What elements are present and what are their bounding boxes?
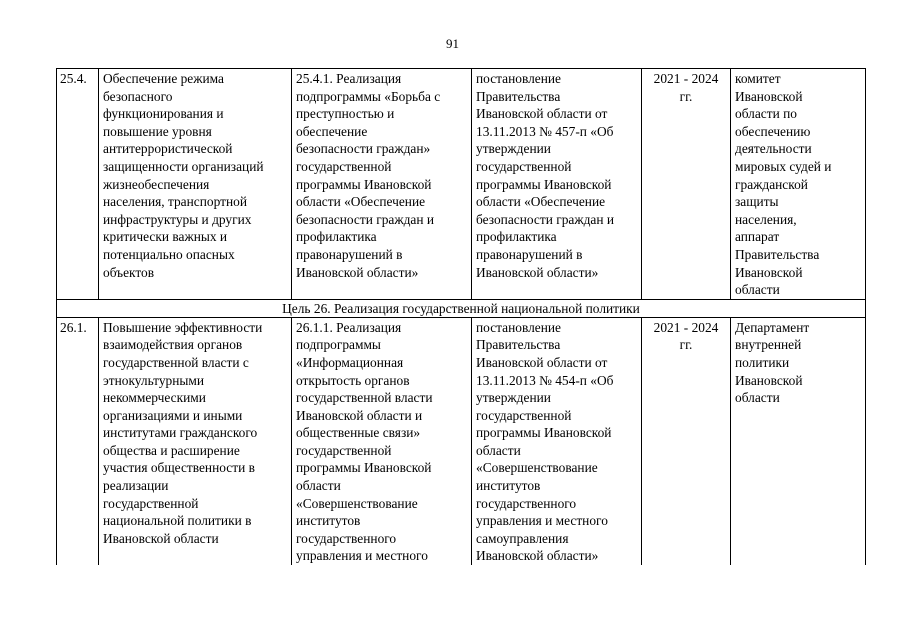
cell-text-line: институтами гражданского <box>103 425 258 441</box>
cell-text-line: области <box>735 390 780 406</box>
row-number: 26.1. <box>57 317 99 565</box>
cell-text-line: Департамент <box>735 319 810 335</box>
cell-text-line: утверждении <box>476 390 551 406</box>
executor-cell <box>731 69 866 300</box>
cell-text-line: 13.11.2013 № 457-п «Об <box>476 123 614 139</box>
cell-text-line: защиты <box>735 194 779 210</box>
cell-text-line: государственной <box>296 442 392 458</box>
cell-text-line: гражданской <box>735 176 808 192</box>
program-cell <box>292 69 472 300</box>
cell-text-line: безопасности граждан» <box>296 141 431 157</box>
cell-text-line: Ивановской области» <box>476 548 599 564</box>
cell-text-line: государственного <box>296 530 397 546</box>
period-cell <box>642 317 731 565</box>
table-row <box>57 69 866 300</box>
cell-text-line: Правительства <box>735 246 820 262</box>
cell-text-line: повышение уровня <box>103 123 212 139</box>
cell-text-line: государственной власти с <box>103 354 249 370</box>
cell-text-line: Правительства <box>476 88 561 104</box>
cell-text-line: 13.11.2013 № 454-п «Об <box>476 372 614 388</box>
cell-text-line: деятельности <box>735 141 812 157</box>
cell-text-line: подпрограммы «Борьба с <box>296 88 441 104</box>
cell-text-line: этнокультурными <box>103 372 205 388</box>
cell-text-line: населения, транспортной <box>103 194 247 210</box>
cell-text-line: управления и местного <box>476 513 608 529</box>
cell-text-line: 26.1.1. Реализация <box>296 319 402 335</box>
document-cell <box>472 69 642 300</box>
cell-text-line: Ивановской <box>735 88 803 104</box>
cell-text-line: Ивановской <box>735 264 803 280</box>
cell-text-line: программы Ивановской <box>476 425 612 441</box>
cell-text-line: правонарушений в <box>476 246 583 262</box>
program-cell <box>292 317 472 565</box>
cell-text-line: Повышение эффективности <box>103 319 263 335</box>
cell-text-line: утверждении <box>476 141 551 157</box>
cell-text-line: самоуправления <box>476 530 569 546</box>
cell-text-line: безопасного <box>103 88 173 104</box>
cell-text-line: Ивановской области <box>103 530 219 546</box>
row-number: 25.4. <box>57 69 99 300</box>
cell-text-line: профилактика <box>296 229 377 245</box>
cell-text-line: открытость органов <box>296 372 410 388</box>
cell-text-line: 2021 - 2024 <box>653 319 719 335</box>
cell-text-line: институтов <box>296 513 361 529</box>
cell-text-line: организациями и иными <box>103 407 243 423</box>
cell-text-line: инфраструктуры и других <box>103 211 252 227</box>
cell-text-line: мировых судей и <box>735 158 832 174</box>
cell-text-line: Правительства <box>476 337 561 353</box>
cell-text-line: области «Обеспечение <box>296 194 426 210</box>
cell-text-line: «Информационная <box>296 354 404 370</box>
cell-text-line: постановление <box>476 71 562 86</box>
cell-text-line: объектов <box>103 264 155 280</box>
cell-text-line: преступностью и <box>296 106 395 122</box>
cell-text-line: гг. <box>679 337 693 353</box>
cell-text-line: взаимодействия органов <box>103 337 243 353</box>
cell-text-line: реализации <box>103 478 169 494</box>
cell-text-line: Ивановской области от <box>476 106 608 122</box>
cell-text-line: «Совершенствование <box>296 495 418 511</box>
cell-text-line: Ивановской области» <box>476 264 599 280</box>
cell-text-line: государственной <box>476 158 572 174</box>
cell-text-line: институтов <box>476 478 541 494</box>
cell-text-line: программы Ивановской <box>476 176 612 192</box>
document-cell <box>472 317 642 565</box>
cell-text-line: внутренней <box>735 337 802 353</box>
cell-text-line: области по <box>735 106 797 122</box>
cell-text-line: антитеррористической <box>103 141 233 157</box>
cell-text-line: области <box>296 478 341 494</box>
measures-table <box>56 68 866 565</box>
cell-text-line: программы Ивановской <box>296 176 432 192</box>
cell-text-line: области <box>476 442 521 458</box>
cell-text-line: государственного <box>476 495 577 511</box>
cell-text-line: области «Обеспечение <box>476 194 606 210</box>
cell-text-line: потенциально опасных <box>103 246 235 262</box>
cell-text-line: государственной <box>103 495 199 511</box>
cell-text-line: «Совершенствование <box>476 460 598 476</box>
cell-text-line: жизнеобеспечения <box>103 176 210 192</box>
cell-text-line: государственной власти <box>296 390 433 406</box>
table-row <box>57 317 866 565</box>
cell-text-line: Ивановской области» <box>296 264 419 280</box>
goal-heading: Цель 26. Реализация государственной национальной политики <box>57 299 866 317</box>
cell-text-line: государственной <box>476 407 572 423</box>
cell-text-line: гг. <box>679 88 693 104</box>
period-cell <box>642 69 731 300</box>
cell-text-line: населения, <box>735 211 797 227</box>
cell-text-line: профилактика <box>476 229 557 245</box>
cell-text-line: государственной <box>296 158 392 174</box>
cell-text-line: постановление <box>476 319 562 335</box>
cell-text-line: аппарат <box>735 229 780 245</box>
measure-cell <box>99 69 292 300</box>
cell-text-line: Ивановской области от <box>476 354 608 370</box>
cell-text-line: области <box>735 282 780 298</box>
cell-text-line: общественные связи» <box>296 425 421 441</box>
page-number: 91 <box>446 36 459 51</box>
cell-text-line: безопасности граждан и <box>476 211 615 227</box>
executor-cell <box>731 317 866 565</box>
measure-cell <box>99 317 292 565</box>
cell-text-line: политики <box>735 354 790 370</box>
goal-row <box>57 299 866 317</box>
cell-text-line: общества и расширение <box>103 442 240 458</box>
cell-text-line: подпрограммы <box>296 337 381 353</box>
cell-text-line: Ивановской <box>735 372 803 388</box>
cell-text-line: 2021 - 2024 <box>653 71 719 86</box>
cell-text-line: функционирования и <box>103 106 224 122</box>
cell-text-line: критически важных и <box>103 229 228 245</box>
cell-text-line: управления и местного <box>296 548 428 564</box>
cell-text-line: комитет <box>735 71 781 86</box>
cell-text-line: обеспечению <box>735 123 811 139</box>
cell-text-line: безопасности граждан и <box>296 211 435 227</box>
cell-text-line: национальной политики в <box>103 513 252 529</box>
cell-text-line: программы Ивановской <box>296 460 432 476</box>
cell-text-line: некоммерческими <box>103 390 206 406</box>
cell-text-line: обеспечение <box>296 123 368 139</box>
cell-text-line: защищенности организаций <box>103 158 264 174</box>
cell-text-line: Ивановской области и <box>296 407 423 423</box>
cell-text-line: Обеспечение режима <box>103 71 224 86</box>
cell-text-line: правонарушений в <box>296 246 403 262</box>
cell-text-line: 25.4.1. Реализация <box>296 71 402 86</box>
cell-text-line: участия общественности в <box>103 460 255 476</box>
